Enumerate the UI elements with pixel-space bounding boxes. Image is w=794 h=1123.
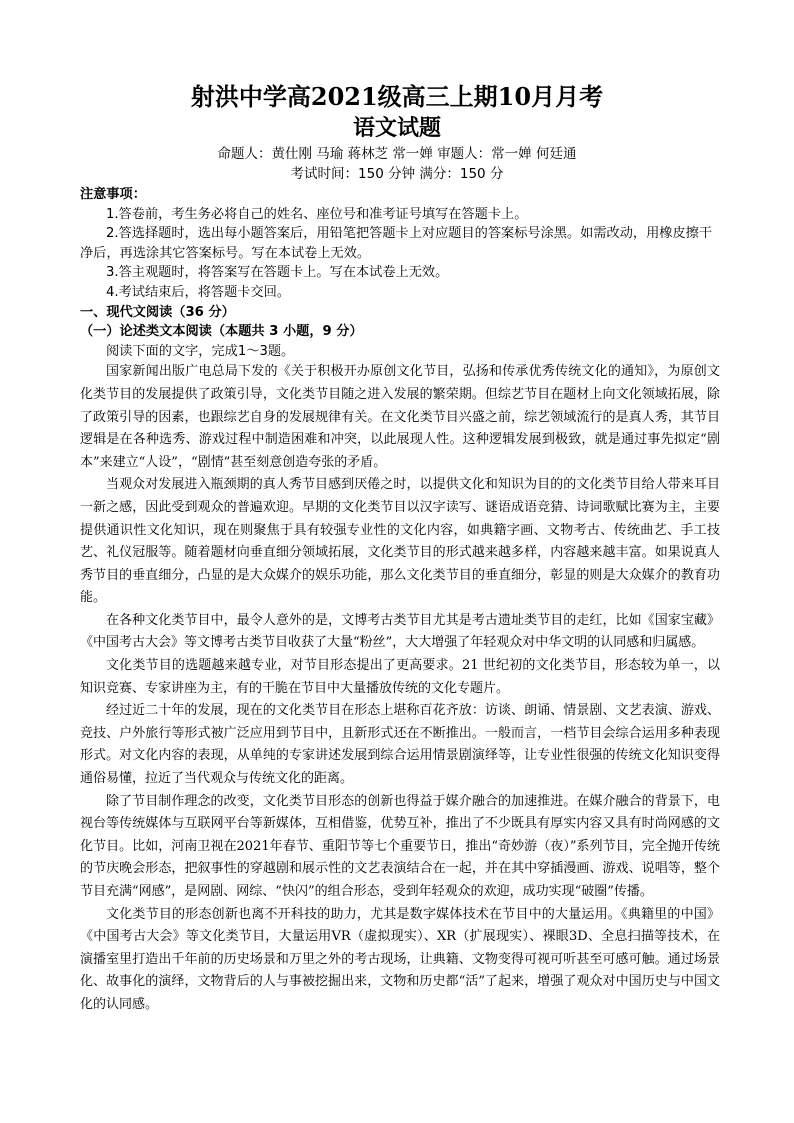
notice-item: 2.答选择题时，选出每小题答案后，用铅笔把答题卡上对应题目的答案标号涂黑。如需改动，用橡皮擦干净后，再选涂其它答案标号。写在本试卷上无效。 xyxy=(80,226,713,261)
passage-paragraph: 文化类节目的选题越来越专业，对节目形态提出了更高要求。21 世纪初的文化类节目，形态较为单一，以知识竞赛、专家讲座为主，有的干脆在节目中大量播放传统的文化专题片。 xyxy=(80,658,720,696)
notice-item: 1.答卷前，考生务必将自己的姓名、座位号和准考证号填写在答题卡上。 xyxy=(106,206,528,222)
subsection-heading: （一）论述类文本阅读（本题共 3 小题，9 分） xyxy=(80,324,363,340)
notice-item: 4.考试结束后，将答题卡交回。 xyxy=(106,284,291,300)
passage-paragraph: 在各种文化类节目中，最令人意外的是，文博考古类节目尤其是考古遗址类节目的走红，比如《国家宝藏》《中国考古大会》等文博考古类节目收获了大量“粉丝”，大大增强了年轻观众对中华文明的认同感和归属感。 xyxy=(80,612,720,651)
reading-instruction: 阅读下面的文字，完成1～3题。 xyxy=(106,343,295,359)
authors-line: 命题人：黄仕刚 马瑜 蒋林芝 常一婵 审题人：常一婵 何廷通 xyxy=(217,146,577,162)
passage-paragraph: 文化类节目的形态创新也离不开科技的助力，尤其是数字媒体技术在节目中的大量运用。《典籍里的中国》《中国考古大会》等文化类节目，大量运用VR（虚拟现实）、XR（扩展现实）、裸眼3D、全息扫描等技术，在演播室里打造出千年前的历史场景和万里之外的考古现场，让典籍、文物变得可视可听甚至可感可触。通过场景化、故事化的演绎，文物背后的人与事被挖掘出来，文物和历史都“活”了起来，增强了观众对中国历史与中国文化的认同感。 xyxy=(80,906,720,1012)
exam-subtitle: 语文试题 xyxy=(352,115,441,141)
exam-content xyxy=(80,185,720,1017)
exam-info-line: 考试时间：150 分钟 满分：150 分 xyxy=(290,166,504,182)
notice-item: 3.答主观题时，将答案写在答题卡上。写在本试卷上无效。 xyxy=(106,265,449,281)
passage-paragraph: 当观众对发展进入瓶颈期的真人秀节目感到厌倦之时，以提供文化和知识为目的的文化类节目给人带来耳目一新之感，因此受到观众的普遍欢迎。早期的文化类节目以汉字读写、谜语成语竞猜、诗词歌赋比赛为主，主要提供通识性文化知识，现在则聚焦于具有较强专业性的文化内容，如典籍字画、文物考古、传统曲艺、手工技艺、礼仪冠服等。随着题材向垂直细分领域拓展，文化类节目的形式越来越多样，内容越来越丰富。如果说真人秀节目的垂直细分，凸显的是大众媒介的娱乐功能，那么文化类节目的垂直细分，彰显的则是大众媒介的教育功能。 xyxy=(80,477,720,606)
exam-title: 射洪中学高2021级高三上期10月月考 xyxy=(190,82,604,111)
notice-heading: 注意事项： xyxy=(80,187,146,202)
section-heading: 一、现代文阅读（36 分） xyxy=(80,304,235,320)
passage-paragraph: 国家新闻出版广电总局下发的《关于积极开办原创文化节目，弘扬和传承优秀传统文化的通知》，为原创文化类节目的发展提供了政策引导，文化类节目随之进入发展的繁荣期。但综艺节目在题材上向文化领域拓展，除了政策引导的因素，也跟综艺自身的发展规律有关。在文化类节目兴盛之前，综艺领域流行的是真人秀，其节目逻辑是在各种选秀、游戏过程中制造困难和冲突，以此展现人性。这种逻辑发展到极致，就是通过事先拟定“剧本”来建立“人设”，“剧情”甚至刻意创造夸张的矛盾。 xyxy=(80,364,720,470)
passage-paragraph: 经过近二十年的发展，现在的文化类节目在形态上堪称百花齐放：访谈、朗诵、情景剧、文艺表演、游戏、竞技、户外旅行等形式被广泛应用到节目中，且新形式还在不断推出。一般而言，一档节目会综合运用多种表现形式。对文化内容的表现，从单纯的专家讲述发展到综合运用情景剧演绎等，让专业性很强的传统文化知识变得通俗易懂，拉近了当代观众与传统文化的距离。 xyxy=(80,703,720,787)
passage-paragraph: 除了节目制作理念的改变，文化类节目形态的创新也得益于媒介融合的加速推进。在媒介融合的背景下，电视台等传统媒体与互联网平台等新媒体，互相借鉴，优势互补，推出了不少既具有厚实内容又具有时尚网感的文化节目。比如，河南卫视在2021年春节、重阳节等七个重要节日，推出“奇妙游（夜）”系列节目，完全抛开传统的节庆晚会形态，把叙事性的穿越剧和展示性的文艺表演结合在一起，并在其中穿插漫画、游戏、说唱等，整个节目充满“网感”，是网剧、网综、“快闪”的组合形态，受到年轻观众的欢迎，成功实现“破圈”传播。 xyxy=(80,793,720,899)
